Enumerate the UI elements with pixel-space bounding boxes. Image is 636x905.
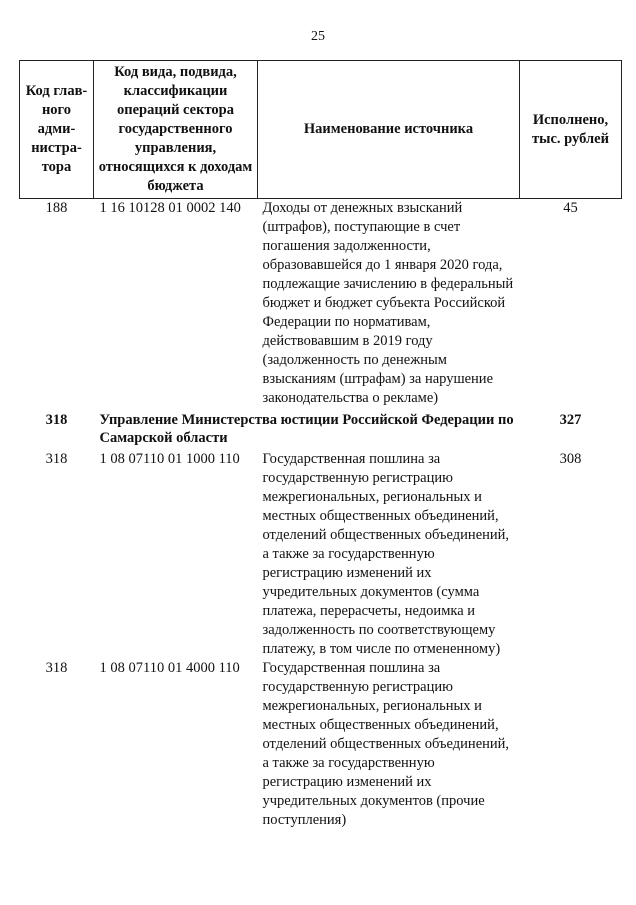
department-row xyxy=(20,408,622,447)
row-amount xyxy=(520,659,622,830)
row-classification-code: 1 16 10128 01 0002 140 xyxy=(99,200,241,216)
budget-revenue-table xyxy=(19,60,622,830)
row-admin-code: 318 xyxy=(45,451,68,467)
header-admin-code: Код глав-ного адми-нистра-тора xyxy=(20,61,94,199)
row-source-name: Доходы от денежных взысканий (штрафов), поступающие в счет погашения задолженности, образовавшейся до 1 января 2020 года, подлежащие зачислению в федеральный бюджет и бюджет субъекта Российской Федерации по нормативам, действовавшим в 2019 году (задолженность по денежным взысканиям (штрафам) за нарушение законодательства о рекламе) xyxy=(262,200,514,406)
row-admin-code: 318 xyxy=(45,660,68,676)
department-amount: 327 xyxy=(559,412,582,428)
row-classification-code: 1 08 07110 01 4000 110 xyxy=(99,660,240,676)
header-executed: Исполнено, тыс. рублей xyxy=(520,61,622,199)
page-number: 25 xyxy=(311,29,325,44)
table-row xyxy=(20,659,622,830)
department-admin-code: 318 xyxy=(45,412,68,428)
row-classification-code: 1 08 07110 01 1000 110 xyxy=(99,451,240,467)
table-header xyxy=(20,61,622,199)
table-row xyxy=(20,450,622,659)
row-source-name: Государственная пошлина за государственную регистрацию межрегиональных, региональных и местных общественных объединений, отделений общественных объединений, а также за государственную регистрацию изменений их учредительных документов (прочие поступления) xyxy=(262,660,510,828)
header-classification-code: Код вида, подвида, классификации операций сектора государственного управления, относящихся к доходам бюджета xyxy=(94,61,258,199)
department-name: Управление Министерства юстиции Российской Федерации по Самарской области xyxy=(99,412,514,446)
header-source-name: Наименование источника xyxy=(258,61,520,199)
row-amount: 308 xyxy=(559,451,582,467)
row-source-name: Государственная пошлина за государственную регистрацию межрегиональных, региональных и местных общественных объединений, отделений общественных объединений, а также за государственную регистрацию изменений их учредительных документов (сумма платежа, перерасчеты, недоимка и задолженность по соответствующему платежу, в том числе по отмененному) xyxy=(262,451,510,657)
table-row xyxy=(20,199,622,409)
row-admin-code: 188 xyxy=(45,200,68,216)
row-amount: 45 xyxy=(563,200,578,216)
